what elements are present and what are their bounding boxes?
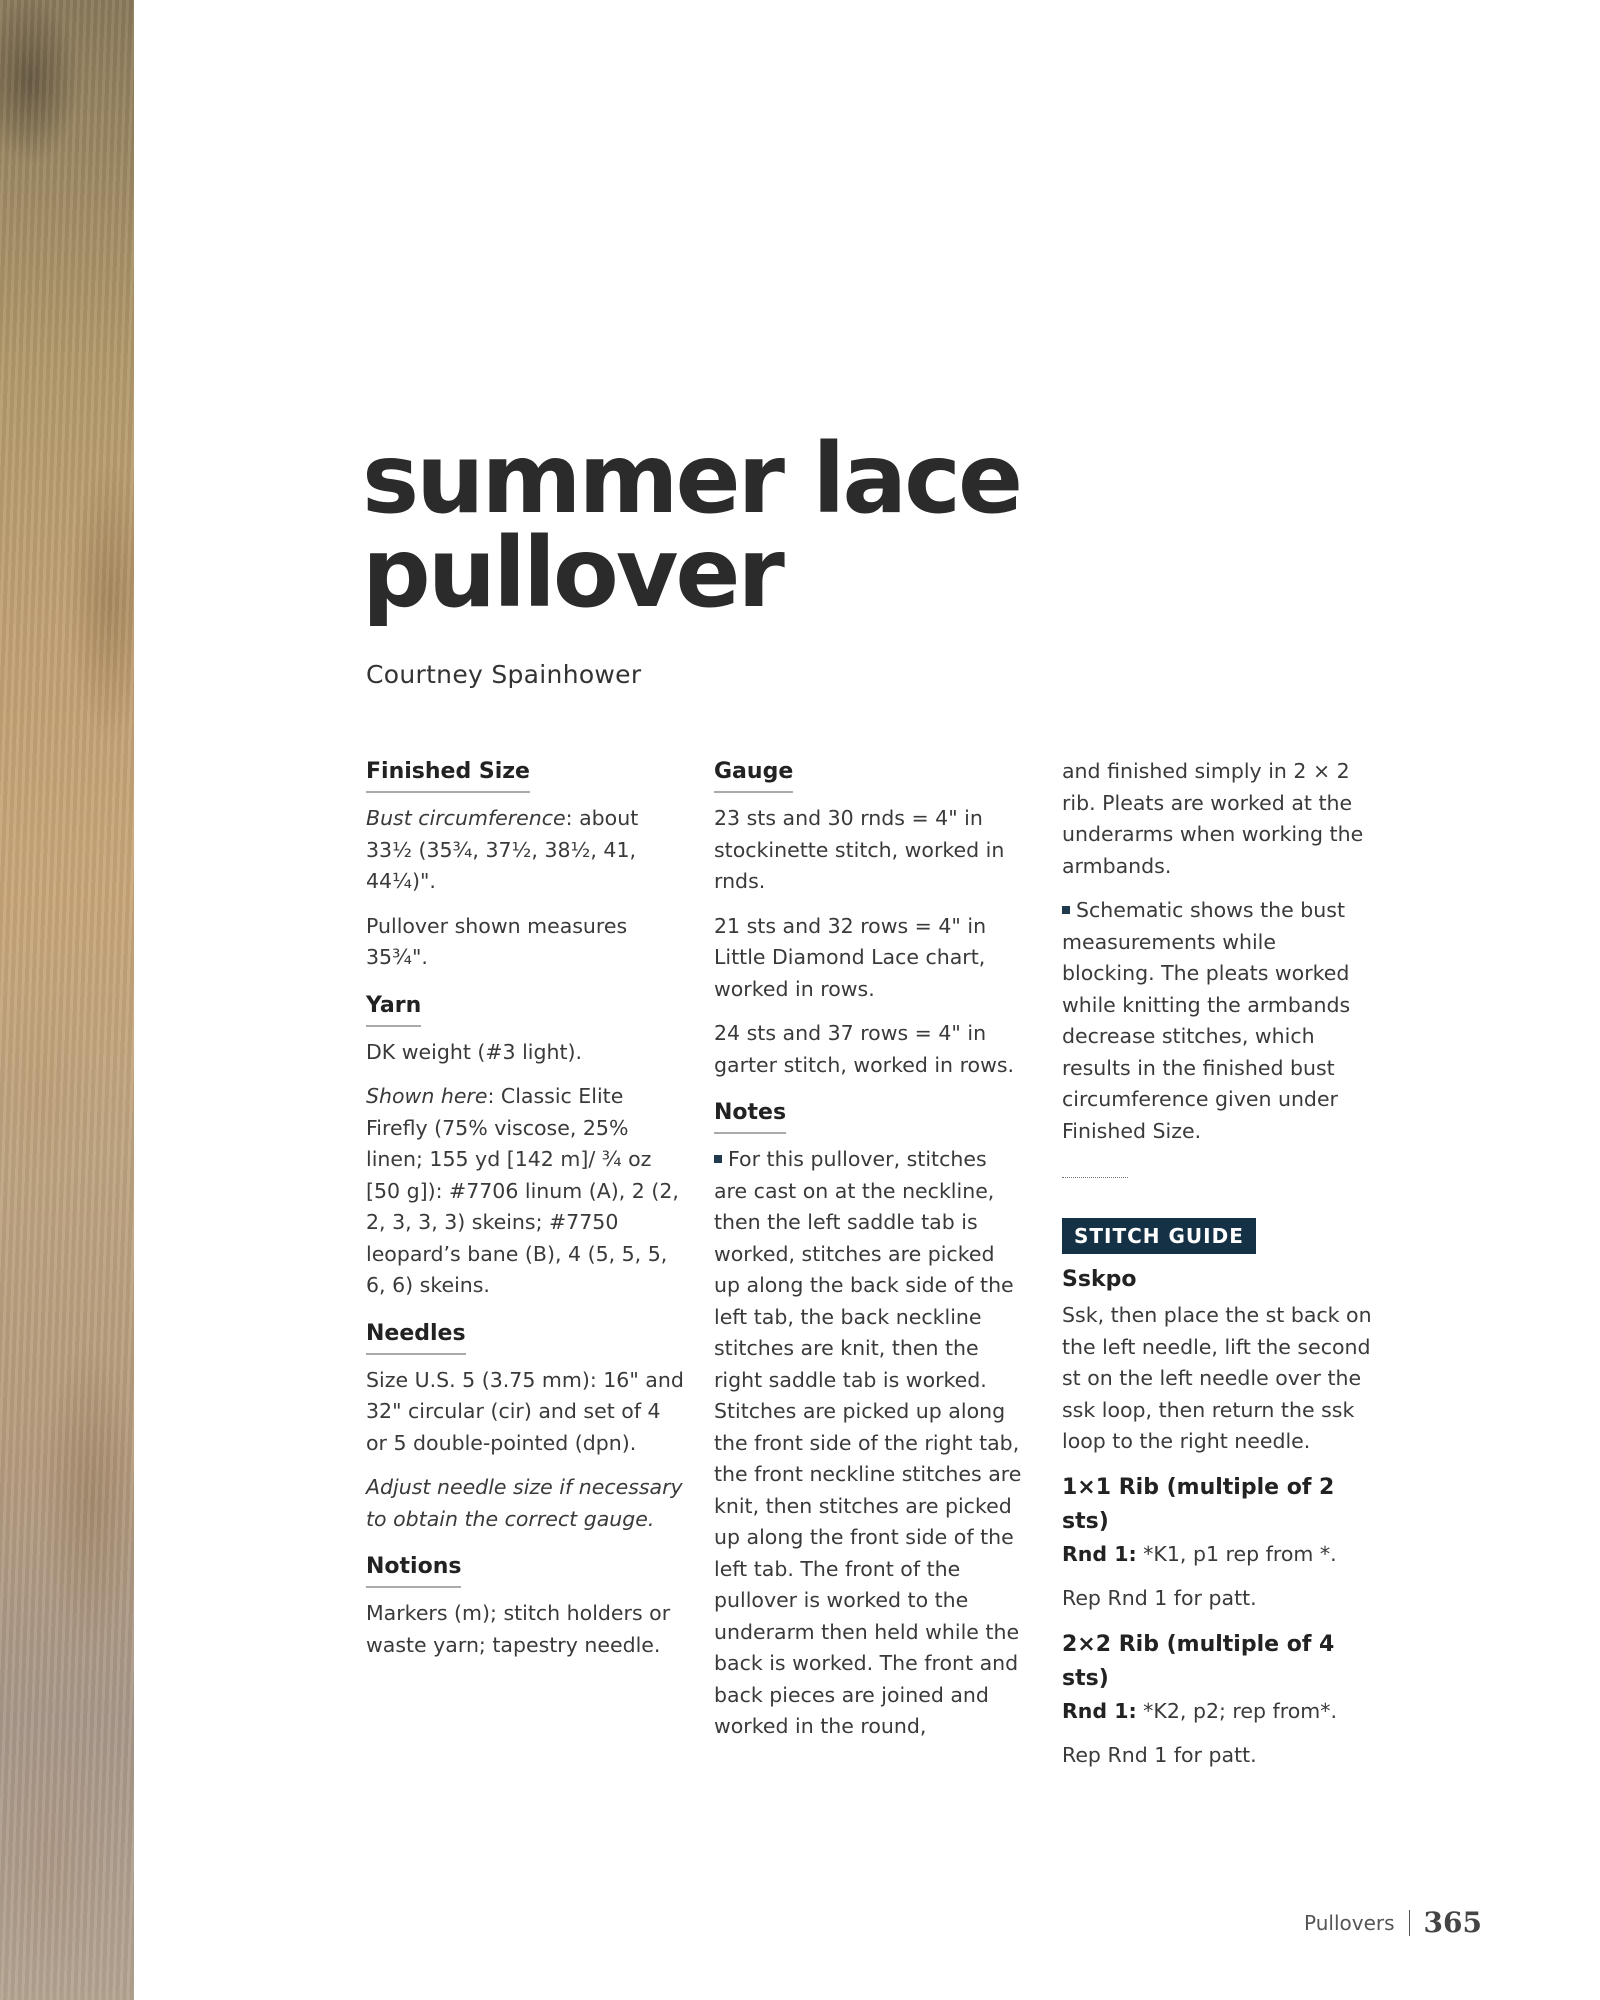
yarn-shown-value: : Classic Elite Firefly (75% viscose, 25% linen; 155 yd [142 m]/ ¾ oz [50 g]): #7706 linum (A), 2 (2, 2, 3, 3, 3) skeins; #7750 leopard’s bane (B), 4 (5, 5, 5, 6, 6) skeins. <box>366 1084 679 1297</box>
page-footer <box>1304 1906 1482 1939</box>
rib-1x1-round-label: Rnd 1: <box>1062 1541 1137 1566</box>
gauge-heading: Gauge <box>714 757 793 793</box>
rib-2x2-repeat: Rep Rnd 1 for patt. <box>1062 1743 1257 1767</box>
yarn-weight: DK weight (#3 light). <box>366 1039 583 1064</box>
rib-2x2-round <box>1062 1696 1374 1728</box>
note-1-continued: and finished simply in 2 × 2 rib. Pleats are worked at the underarms when working the armbands. <box>1062 759 1364 878</box>
sskpo-title: Sskpo <box>1062 1267 1137 1292</box>
finished-size-heading: Finished Size <box>366 757 530 793</box>
page-number: 365 <box>1423 1906 1482 1939</box>
needles-heading: Needles <box>366 1319 466 1355</box>
needle-size: Size U.S. 5 (3.75 mm): 16" and 32" circular (cir) and set of 4 or 5 double-pointed (dpn). <box>366 1367 684 1455</box>
rib-2x2-round-label: Rnd 1: <box>1062 1698 1137 1723</box>
column-3 <box>1062 756 1374 1785</box>
bust-circumference <box>366 803 684 898</box>
bust-value: : about 33½ (35¾, 37½, 38½, 41, 44¼)". <box>366 806 639 893</box>
bullet-icon <box>1062 906 1070 914</box>
rib-1x1-round <box>1062 1539 1374 1571</box>
divider <box>1062 1177 1128 1178</box>
needle-adjust-note: Adjust needle size if necessary to obtain the correct gauge. <box>366 1475 683 1531</box>
author-name: Courtney Spainhower <box>366 660 642 689</box>
note-2-text: Schematic shows the bust measurements while blocking. The pleats worked while knitting the armbands decrease stitches, which results in the finished bust circumference given under Finished Size. <box>1062 898 1351 1143</box>
rib-1x1-round-text: *K1, p1 rep from *. <box>1136 1541 1337 1566</box>
shown-measure: Pullover shown measures 35¾". <box>366 913 628 969</box>
footer-section: Pullovers <box>1304 1910 1395 1935</box>
title-line-2: pullover <box>362 517 782 629</box>
rib-1x1-repeat: Rep Rnd 1 for patt. <box>1062 1586 1257 1610</box>
title-line-1: summer lace <box>362 423 1021 535</box>
notions-text: Markers (m); stitch holders or waste yarn; tapestry needle. <box>366 1601 671 1657</box>
rib-1x1-title: 1×1 Rib (multiple of 2 sts) <box>1062 1474 1335 1534</box>
note-2 <box>1062 895 1374 1147</box>
sskpo-text: Ssk, then place the st back on the left needle, lift the second st on the left needle over the ssk loop, then return the ssk loop to the right needle. <box>1062 1303 1372 1453</box>
stitch-guide-badge: STITCH GUIDE <box>1062 1218 1256 1254</box>
gauge-garter: 24 sts and 37 rows = 4" in garter stitch, worked in rows. <box>714 1021 1015 1077</box>
bullet-icon <box>714 1155 722 1163</box>
footer-separator <box>1409 1910 1410 1936</box>
rib-2x2-title: 2×2 Rib (multiple of 4 sts) <box>1062 1631 1335 1691</box>
notions-heading: Notions <box>366 1552 461 1588</box>
yarn-shown <box>366 1081 684 1302</box>
column-1 <box>366 756 684 1674</box>
note-1-text: For this pullover, stitches are cast on at the neckline, then the left saddle tab is worked, stitches are picked up along the back side of the left tab, the back neckline stitches are knit, then the right saddle tab is worked. Stitches are picked up along the front side of the right tab, the front neckline stitches are knit, then stitches are picked up along the front side of the left tab. The front of the pullover is worked to the underarm then held while the back is worked. The front and back pieces are joined and worked in the round, <box>714 1147 1022 1738</box>
note-1 <box>714 1144 1024 1743</box>
notes-heading: Notes <box>714 1098 786 1134</box>
gauge-lace: 21 sts and 32 rows = 4" in Little Diamond Lace chart, worked in rows. <box>714 913 987 1001</box>
gauge-stockinette: 23 sts and 30 rnds = 4" in stockinette stitch, worked in rnds. <box>714 806 1005 893</box>
yarn-heading: Yarn <box>366 991 421 1027</box>
bust-label: Bust circumference <box>366 806 566 830</box>
rib-2x2-round-text: *K2, p2; rep from*. <box>1136 1698 1338 1723</box>
side-photo-strip <box>0 0 134 2000</box>
page-title <box>362 423 1021 629</box>
column-2 <box>714 756 1024 1756</box>
yarn-shown-label: Shown here <box>366 1084 488 1108</box>
